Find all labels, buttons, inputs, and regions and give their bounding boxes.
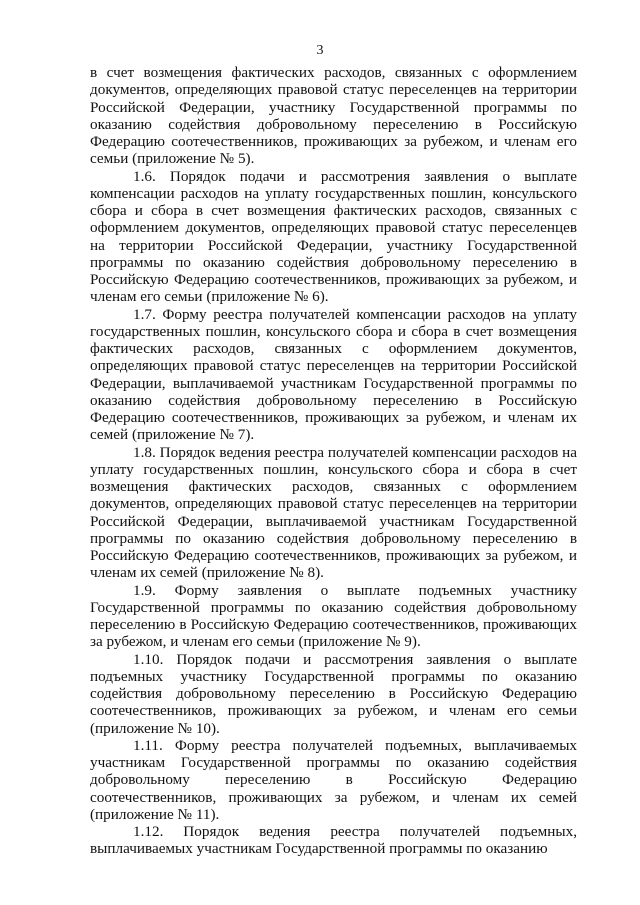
paragraph-1-9: 1.9. Форму заявления о выплате подъемных участнику Государственной программы по оказанию содействия добровольному переселению в Российскую Федерацию соотечественников, проживающих за рубежом, и членам его семьи (приложение № 9). <box>90 581 577 651</box>
paragraph-1-12: 1.12. Порядок ведения реестра получателей подъемных, выплачиваемых участникам Государственной программы по оказанию <box>90 823 577 858</box>
paragraph-1-10: 1.10. Порядок подачи и рассмотрения заявления о выплате подъемных участнику Государственной программы по оказанию содействия добровольному переселению в Российскую Федерацию соотечественников, проживающих за рубежом, и членам его семьи (приложение № 10). <box>90 650 577 737</box>
paragraph-1-11: 1.11. Форму реестра получателей подъемных, выплачиваемых участникам Государственной программы по оказанию содействия добровольному переселению в Российскую Федерацию соотечественников, проживающих за рубежом, и членам их семей (приложение № 11). <box>90 736 577 823</box>
document-body <box>90 64 577 858</box>
paragraph-1-8: 1.8. Порядок ведения реестра получателей компенсации расходов на уплату государственных пошлин, консульского сбора и сбора в счет возмещения фактических расходов, связанных с оформлением документов, определяющих правовой статус переселенцев на территории Российской Федерации, выплачиваемой участникам Государственной программы по оказанию содействия добровольному переселению в Российскую Федерацию соотечественников, проживающих за рубежом, и членам их семей (приложение № 8). <box>90 443 577 582</box>
paragraph-1-7: 1.7. Форму реестра получателей компенсации расходов на уплату государственных пошлин, консульского сбора и сбора в счет возмещения фактических расходов, связанных с оформлением документов, определяющих правовой статус переселенцев на территории Российской Федерации, выплачиваемой участникам Государственной программы по оказанию содействия добровольному переселению в Российскую Федерацию соотечественников, проживающих за рубежом, и членам их семей (приложение № 7). <box>90 305 577 444</box>
page-number: 3 <box>316 43 324 58</box>
paragraph-1-6: 1.6. Порядок подачи и рассмотрения заявления о выплате компенсации расходов на уплату государственных пошлин, консульского сбора и сбора в счет возмещения фактических расходов, связанных с оформлением документов, определяющих правовой статус переселенцев на территории Российской Федерации, участнику Государственной программы по оказанию содействия добровольному переселению в Российскую Федерацию соотечественников, проживающих за рубежом, и членам его семьи (приложение № 6). <box>90 167 577 306</box>
paragraph-continuation: в счет возмещения фактических расходов, связанных с оформлением документов, определяющих правовой статус переселенцев на территории Российской Федерации, участнику Государственной программы по оказанию содействия добровольному переселению в Российскую Федерацию соотечественников, проживающих за рубежом, и членам его семьи (приложение № 5). <box>90 64 577 168</box>
